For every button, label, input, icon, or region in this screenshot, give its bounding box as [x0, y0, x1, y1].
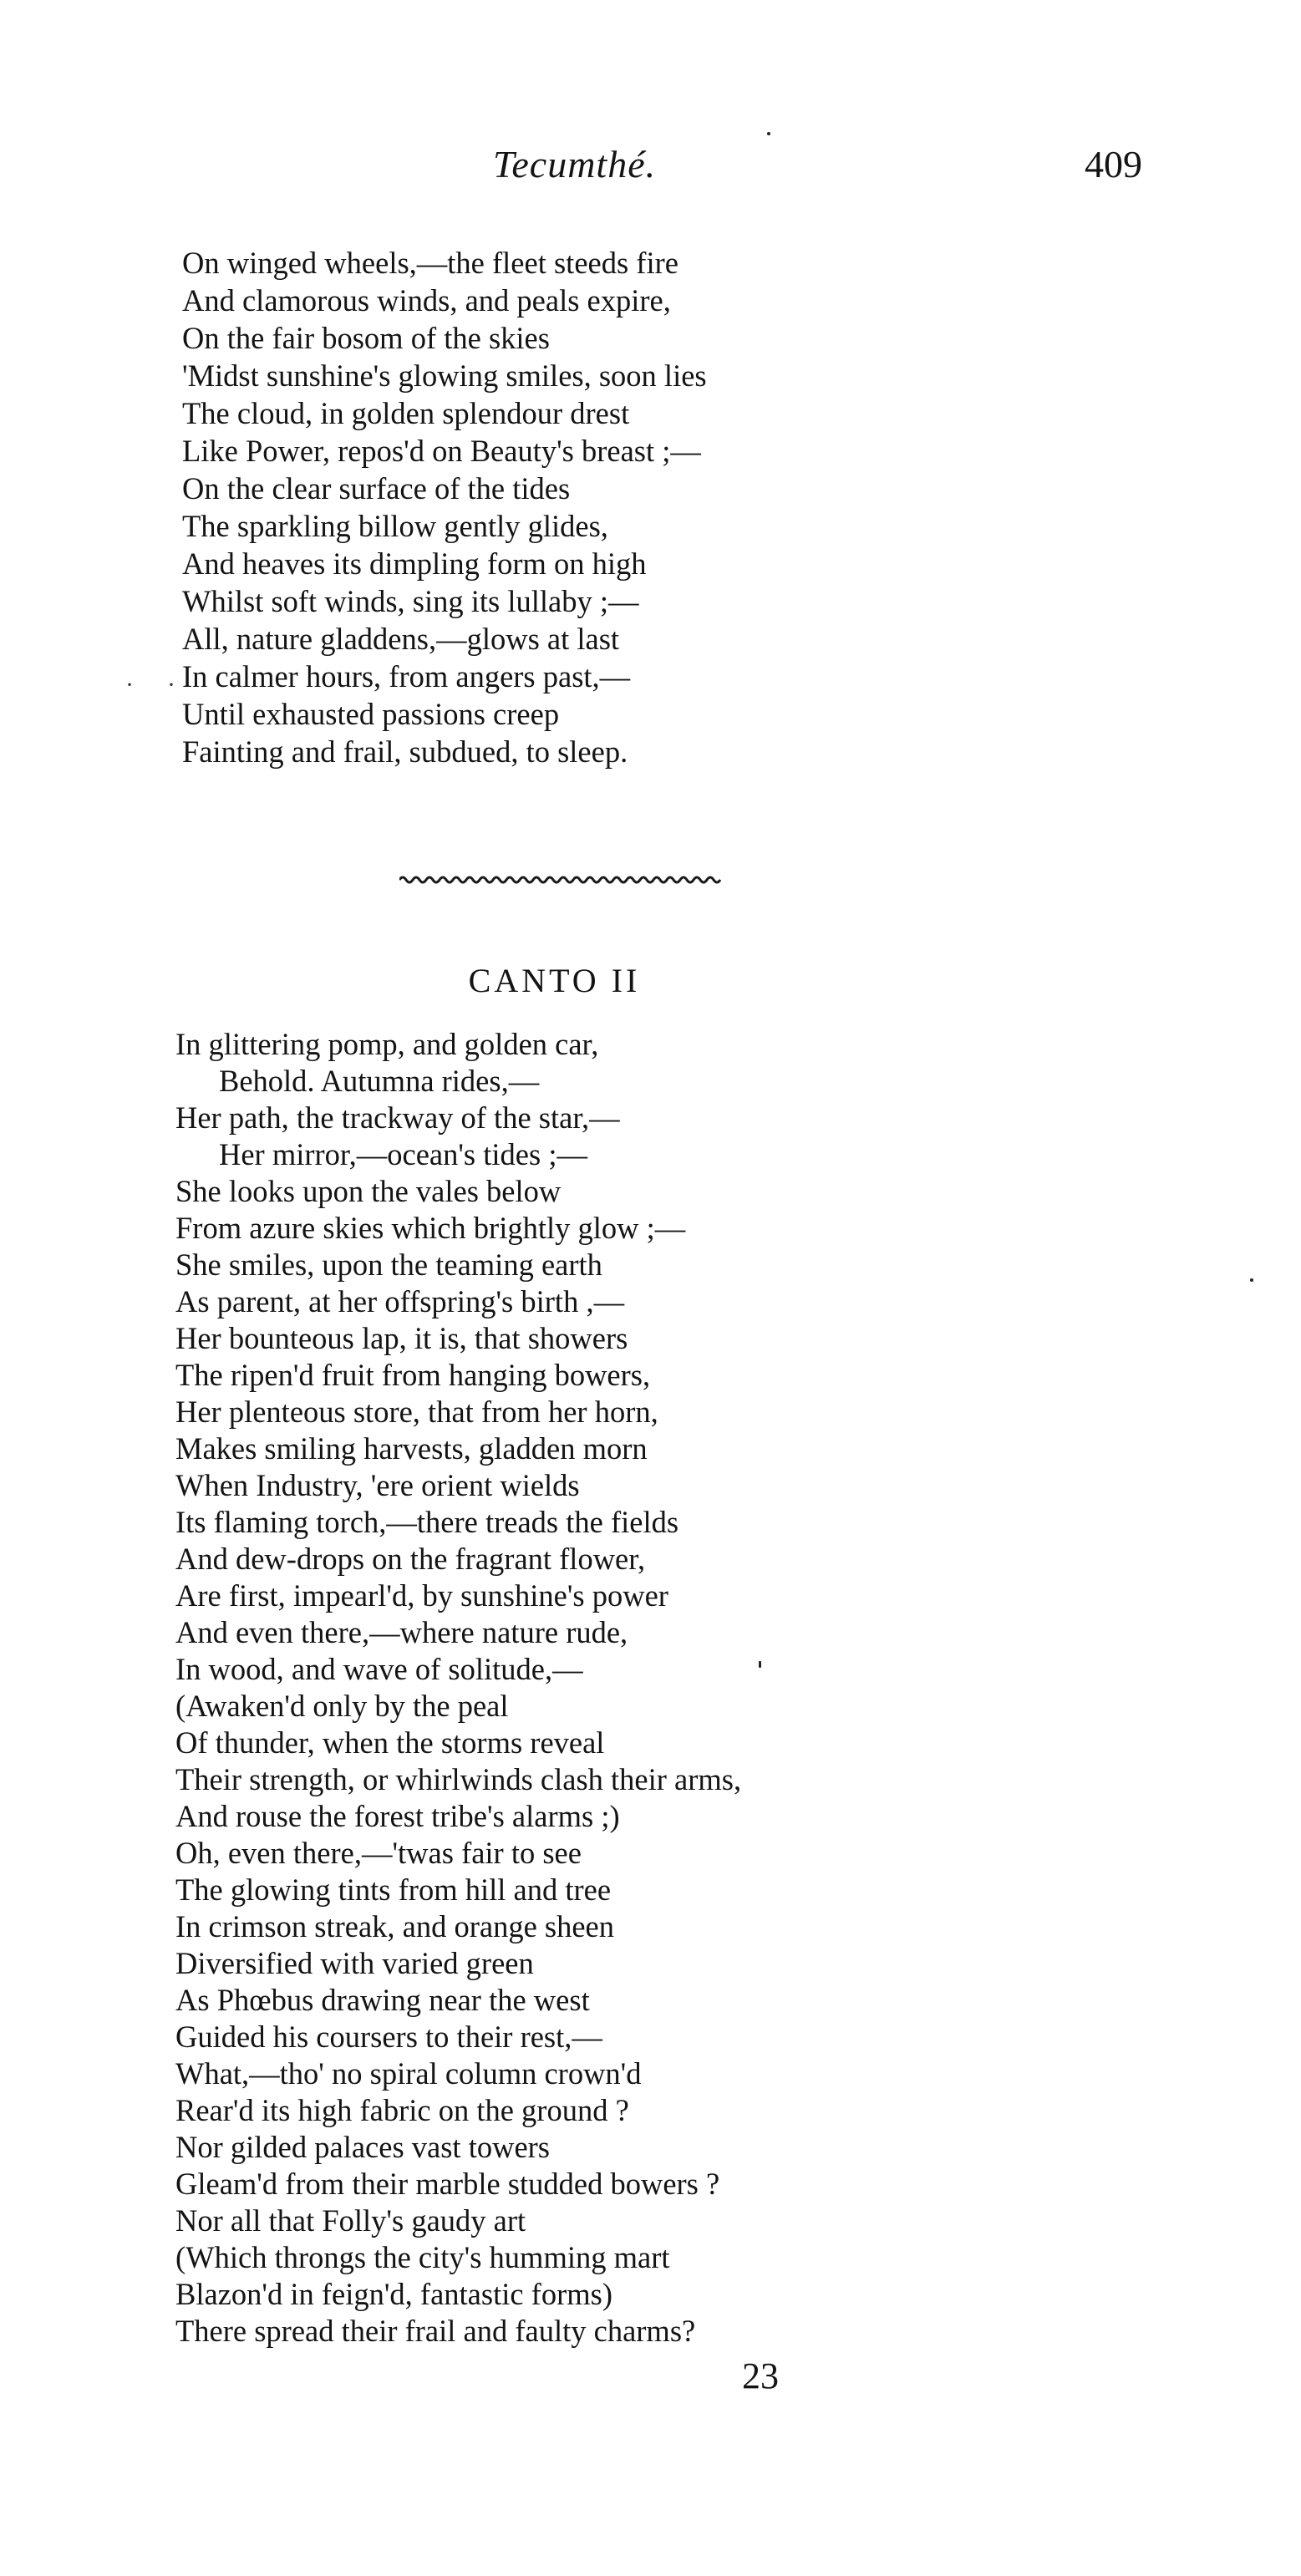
verse-line: Of thunder, when the storms reveal — [175, 1725, 605, 1760]
wavy-rule-ornament — [399, 874, 721, 886]
verse-line: Blazon'd in feign'd, fantastic forms) — [175, 2277, 612, 2311]
verse-line: As parent, at her offspring's birth ,— — [175, 1284, 625, 1318]
running-head — [0, 142, 1301, 201]
verse-line: The cloud, in golden splendour drest — [182, 396, 630, 430]
verse-line: There spread their frail and faulty charms? — [175, 2314, 696, 2348]
verse-line: When Industry, 'ere orient wields — [175, 1468, 580, 1502]
verse-line: Makes smiling harvests, gladden morn — [175, 1431, 648, 1466]
verse-line: And clamorous winds, and peals expire, — [182, 283, 671, 318]
verse-line: In calmer hours, from angers past,— — [182, 659, 631, 694]
verse-line: (Awaken'd only by the peal — [175, 1689, 509, 1723]
verse-line: On the clear surface of the tides — [182, 471, 571, 506]
verse-line: And heaves its dimpling form on high — [182, 546, 647, 581]
verse-line: Her path, the trackway of the star,— — [175, 1100, 620, 1135]
verse-line: Gleam'd from their marble studded bowers ? — [175, 2167, 720, 2201]
running-title: Tecumthé. — [493, 143, 657, 185]
verse-line: On the fair bosom of the skies — [182, 321, 550, 355]
verse-line: (Which throngs the city's humming mart — [175, 2240, 670, 2274]
verse-line: Her bounteous lap, it is, that showers — [175, 1321, 628, 1355]
verse-line: And rouse the forest tribe's alarms ;) — [175, 1799, 620, 1833]
verse-line: In crimson streak, and orange sheen — [175, 1909, 615, 1943]
verse-line: Nor all that Folly's gaudy art — [175, 2203, 526, 2238]
verse-line: She smiles, upon the teaming earth — [175, 1247, 602, 1282]
verse-line: Fainting and frail, subdued, to sleep. — [182, 734, 628, 769]
verse-line: Nor gilded palaces vast towers — [175, 2130, 550, 2164]
verse-line: From azure skies which brightly glow ;— — [175, 1211, 686, 1245]
ink-speck — [1250, 1278, 1253, 1282]
verse-line: The glowing tints from hill and tree — [175, 1872, 612, 1907]
verse-line: And dew-drops on the fragrant flower, — [175, 1542, 646, 1576]
ink-speck — [759, 1661, 761, 1668]
verse-line: On winged wheels,—the fleet steeds fire — [182, 246, 678, 280]
verse-line: And even there,—where nature rude, — [175, 1615, 628, 1649]
verse-line: As Phœbus drawing near the west — [175, 1983, 590, 2017]
verse-line: In wood, and wave of solitude,— — [175, 1652, 583, 1686]
verse-line: Are first, impearl'd, by sunshine's power — [175, 1578, 668, 1613]
verse-line: Oh, even there,—'twas fair to see — [175, 1836, 582, 1870]
verse-line: Diversified with varied green — [175, 1946, 534, 1980]
signature-mark: 23 — [742, 2355, 779, 2396]
verse-line: Her mirror,—ocean's tides ;— — [219, 1137, 587, 1171]
verse-line: Like Power, repos'd on Beauty's breast ;— — [182, 434, 701, 468]
verse-line: Their strength, or whirlwinds clash their arms, — [175, 1762, 742, 1796]
canto-title: CANTO II — [468, 962, 641, 999]
verse-line: She looks upon the vales below — [175, 1174, 562, 1208]
verse-line: Behold. Autumna rides,— — [219, 1064, 540, 1098]
verse-line: All, nature gladdens,—glows at last — [182, 622, 620, 656]
verse-line: Guided his coursers to their rest,— — [175, 2020, 602, 2054]
verse-line: What,—tho' no spiral column crown'd — [175, 2056, 642, 2091]
ink-speck — [767, 132, 770, 135]
margin-mark: · — [167, 671, 175, 699]
verse-line: Rear'd its high fabric on the ground ? — [175, 2093, 629, 2127]
verse-line: Until exhausted passions creep — [182, 697, 560, 731]
margin-mark: · — [125, 671, 134, 699]
verse-line: Its flaming torch,—there treads the fields — [175, 1505, 679, 1539]
page-number: 409 — [1085, 143, 1142, 185]
verse-line: The ripen'd fruit from hanging bowers, — [175, 1358, 651, 1392]
verse-line: Her plenteous store, that from her horn, — [175, 1395, 658, 1429]
verse-line: 'Midst sunshine's glowing smiles, soon lies — [182, 358, 707, 393]
verse-line: The sparkling billow gently glides, — [182, 509, 608, 543]
verse-line: In glittering pomp, and golden car, — [175, 1027, 599, 1061]
verse-line: Whilst soft winds, sing its lullaby ;— — [182, 584, 639, 618]
